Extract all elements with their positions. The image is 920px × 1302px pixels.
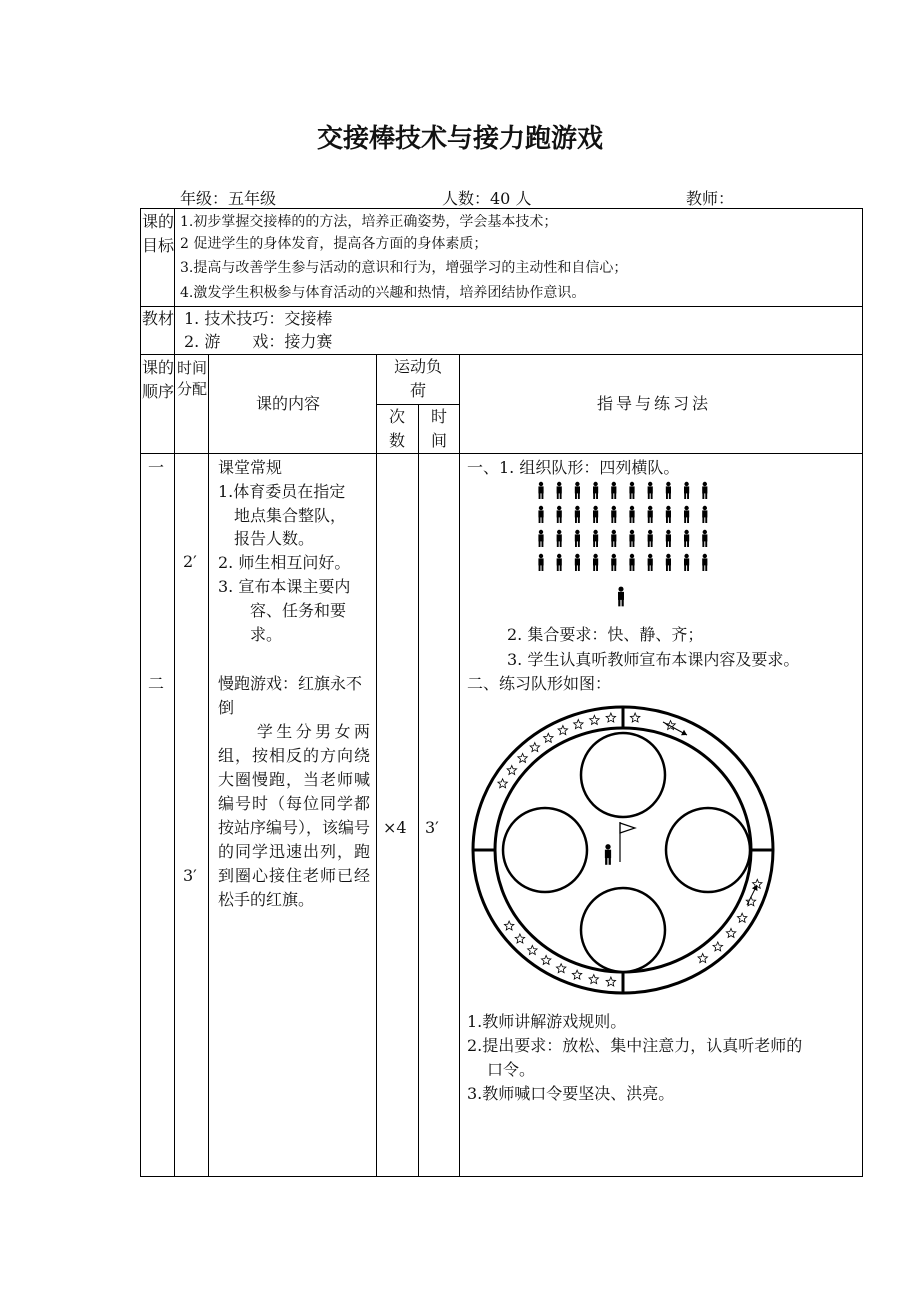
student-icon: [575, 554, 580, 571]
student-icon: [666, 506, 671, 523]
student-icon: [557, 506, 562, 523]
student-star-icon: [558, 726, 568, 735]
content-line: 容、任务和要: [218, 601, 347, 620]
student-icon: [538, 506, 543, 523]
student-icon: [575, 506, 580, 523]
objective-2: 2 促进学生的身体发育，提高各方面的身体素质；: [180, 236, 488, 252]
objective-3: 3.提高与改善学生参与活动的意识和行为，增强学习的主动性和自信心；: [180, 260, 628, 276]
student-icon: [629, 554, 634, 571]
student-icon: [593, 506, 598, 523]
header-reps: 次数: [388, 407, 405, 450]
student-star-icon: [630, 713, 640, 722]
student-icon: [666, 530, 671, 547]
content-line: 2. 师生相互问好。: [218, 553, 351, 572]
time-2: 3′: [183, 866, 197, 885]
student-icon: [593, 530, 598, 547]
student-star-icon: [530, 743, 540, 752]
content-game-desc: 学生分男女两组，按相反的方向绕大圈慢跑，当老师喊编号时（每位同学都按站序编号），该编号的同学迅速出列，跑到圈心接住老师已经松手的红旗。: [218, 722, 371, 909]
student-icon: [611, 482, 616, 499]
track-diagram: [465, 700, 785, 1000]
student-icon: [684, 506, 689, 523]
student-icon: [684, 482, 689, 499]
grade-label: 年级：五年级: [180, 189, 277, 208]
student-icon: [629, 530, 634, 547]
student-star-icon: [515, 934, 525, 943]
student-star-icon: [698, 954, 708, 963]
method-line: 口令。: [487, 1060, 536, 1079]
method-line: 3.教师喊口令要坚决、洪亮。: [467, 1084, 675, 1103]
student-star-icon: [606, 977, 616, 986]
student-icon: [684, 530, 689, 547]
header-time: 时间分配: [176, 359, 207, 398]
method-line: 二、练习队形如图：: [467, 674, 612, 693]
page-title: 交接棒技术与接力跑游戏: [316, 124, 603, 154]
material-1: 1. 技术技巧：交接棒: [184, 309, 333, 328]
student-icon: [629, 506, 634, 523]
content-line: 报告人数。: [218, 529, 315, 548]
order-1: 一: [148, 458, 165, 477]
header-content: 课的内容: [256, 394, 321, 413]
student-star-icon: [726, 928, 736, 937]
content-line: 课堂常规: [218, 458, 283, 477]
flag-icon: [620, 823, 635, 833]
method-line: 2.提出要求：放松、集中注意力，认真听老师的: [467, 1036, 803, 1055]
objective-4: 4.激发学生积极参与体育活动的兴趣和热情，培养团结协作意识。: [180, 285, 586, 301]
content-line: 3. 宣布本课主要内: [218, 577, 351, 596]
content-line: 1.体育委员在指定: [218, 482, 346, 501]
student-star-icon: [504, 921, 514, 930]
duration-value: 3′: [425, 818, 439, 837]
student-star-icon: [541, 955, 551, 964]
count-label: 人数：40 人: [442, 189, 532, 208]
student-icon: [538, 554, 543, 571]
student-star-icon: [589, 975, 599, 984]
formation-diagram: [530, 474, 730, 614]
student-icon: [648, 506, 653, 523]
objective-1: 1.初步掌握交接棒的的方法，培养正确姿势，学会基本技术；: [180, 214, 558, 230]
student-icon: [575, 530, 580, 547]
method-line: 1.教师讲解游戏规则。: [467, 1012, 627, 1031]
student-star-icon: [507, 766, 516, 775]
order-2: 二: [148, 674, 165, 693]
student-icon: [666, 482, 671, 499]
method-line: 2. 集合要求：快、静、齐；: [507, 625, 704, 644]
student-icon: [611, 530, 616, 547]
student-star-icon: [574, 720, 584, 729]
student-star-icon: [518, 753, 528, 762]
materials-label: 教材: [142, 309, 175, 328]
teacher-label: 教师：: [686, 189, 735, 208]
content-game-title: 慢跑游戏：红旗永不倒: [218, 674, 363, 717]
student-star-icon: [528, 945, 538, 954]
student-icon: [648, 530, 653, 547]
teacher-icon: [618, 587, 624, 607]
student-icon: [702, 506, 707, 523]
student-icon: [538, 530, 543, 547]
small-circle: [581, 888, 665, 972]
student-icon: [666, 554, 671, 571]
student-icon: [702, 482, 707, 499]
reps-value: ×4: [383, 818, 407, 837]
small-circle: [503, 808, 587, 892]
objectives-label: 课的目标: [142, 212, 175, 255]
student-icon: [611, 554, 616, 571]
header-method: 指导与练习法: [597, 394, 712, 413]
student-icon: [557, 554, 562, 571]
small-circle: [666, 808, 750, 892]
small-circle: [581, 733, 665, 817]
student-icon: [575, 482, 580, 499]
student-star-icon: [544, 733, 554, 742]
student-icon: [648, 482, 653, 499]
content-line: 求。: [218, 625, 283, 644]
student-icon: [684, 554, 689, 571]
content-line: 地点集合整队，: [218, 506, 347, 525]
student-icon: [648, 554, 653, 571]
method-line: 3. 学生认真听教师宣布本课内容及要求。: [507, 650, 800, 669]
header-load: 运动负荷: [393, 357, 442, 400]
student-icon: [557, 482, 562, 499]
student-icon: [702, 530, 707, 547]
student-icon: [629, 482, 634, 499]
student-icon: [593, 554, 598, 571]
student-icon: [593, 482, 598, 499]
student-icon: [557, 530, 562, 547]
method-line: 一、1. 组织队形：四列横队。: [467, 458, 680, 477]
student-icon: [538, 482, 543, 499]
header-duration: 时间: [430, 407, 447, 450]
student-star-icon: [556, 964, 566, 973]
header-order: 课的顺序: [142, 358, 175, 401]
student-star-icon: [498, 779, 508, 788]
material-2: 2. 游 戏：接力赛: [184, 332, 333, 351]
student-star-icon: [590, 715, 600, 724]
student-star-icon: [606, 713, 616, 722]
student-star-icon: [737, 913, 747, 922]
student-icon: [611, 506, 616, 523]
student-icon: [702, 554, 707, 571]
student-star-icon: [713, 942, 723, 951]
time-1: 2′: [183, 552, 197, 571]
student-star-icon: [572, 970, 582, 979]
teacher-icon: [605, 844, 611, 865]
